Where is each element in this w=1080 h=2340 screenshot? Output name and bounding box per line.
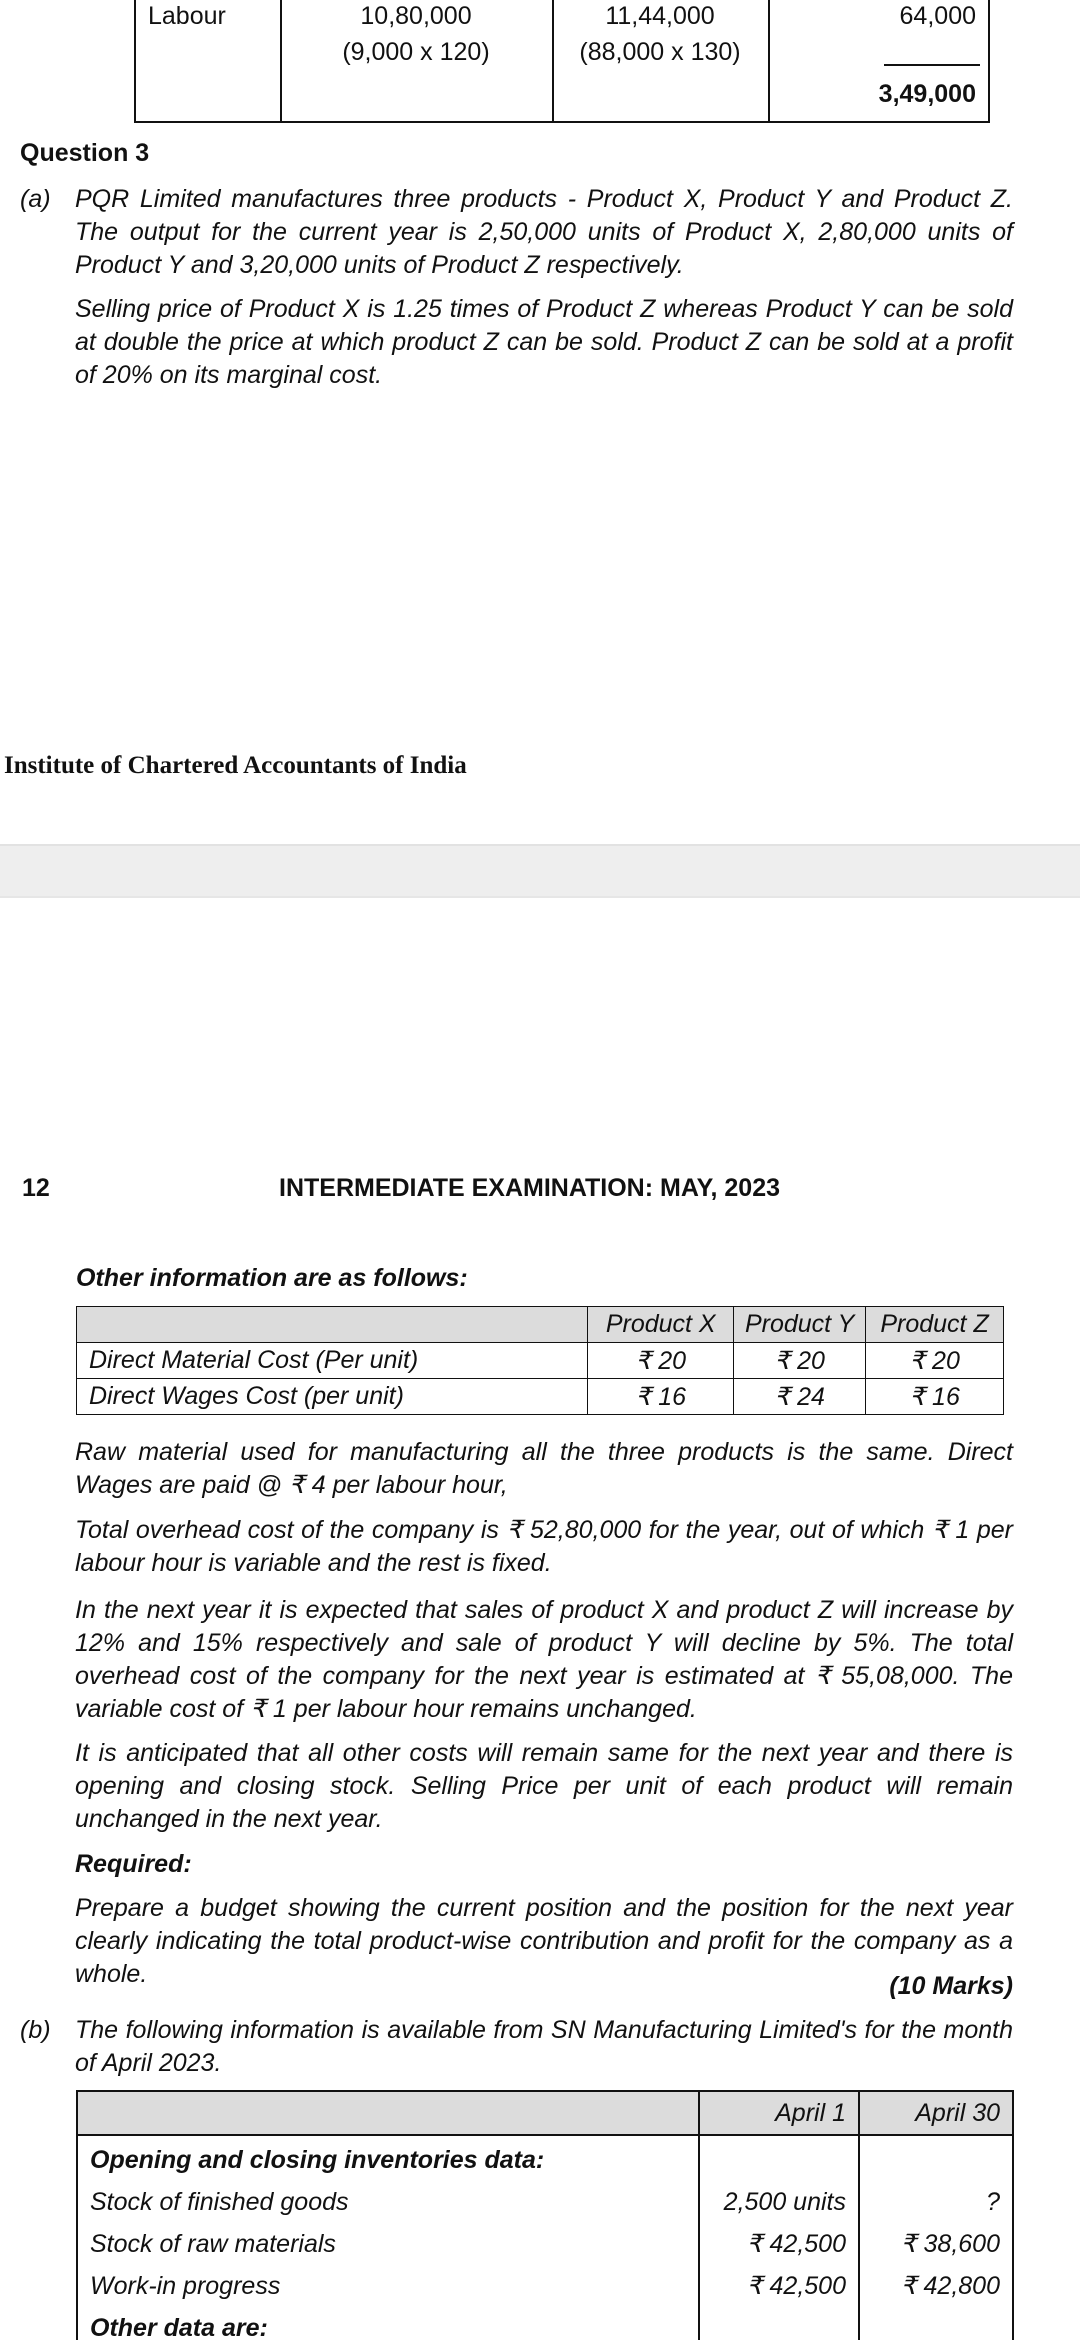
labour-col2-sub: (88,000 x 130): [579, 38, 741, 66]
institute-footer: Institute of Chartered Accountants of India: [4, 752, 467, 779]
page-number: 12: [22, 1174, 50, 1202]
para-sn-manufacturing: The following information is available from SN Manufacturing Limited's for the month of April 2023.: [75, 2016, 1013, 2077]
row-label: Direct Wages Cost (per unit): [77, 1379, 588, 1415]
table-cell: ₹ 24: [734, 1379, 866, 1415]
table-cell: ₹ 42,500: [746, 2272, 846, 2300]
para-other-costs: It is anticipated that all other costs will remain same for the next year and there is opening and closing stock. Selling Price per unit of each product will remain unchanged in the next year.: [75, 1739, 1013, 1833]
para-overhead: Total overhead cost of the company is ₹ 52,80,000 for the year, out of which ₹ 1 per labour hour is variable and the rest is fixed.: [75, 1516, 1013, 1577]
labour-col1: 10,80,000: [360, 2, 472, 30]
header-april-30: April 30: [915, 2099, 1000, 2127]
table-header-row: [77, 1307, 1004, 1343]
header-cell: [77, 1307, 588, 1343]
table-cell: ?: [986, 2188, 1000, 2216]
row-label: Stock of finished goods: [90, 2188, 349, 2216]
para-products-output: PQR Limited manufactures three products - Product X, Product Y and Product Z. The output for the current year is 2,50,000 units of Product X, 2,80,000 units of Product Y and 3,20,000 units of Product Z respectively.: [75, 185, 1013, 279]
header-cell: Product Z: [866, 1307, 1004, 1343]
section-other-data: Other data are:: [90, 2314, 268, 2340]
para-raw-material: Raw material used for manufacturing all the three products is the same. Direct Wages are paid @ ₹ 4 per labour hour,: [75, 1438, 1013, 1499]
page-header: INTERMEDIATE EXAMINATION: MAY, 2023: [279, 1174, 781, 1202]
para-selling-price: Selling price of Product X is 1.25 times of Product Z whereas Product Y can be sold at double the price at which product Z can be sold. Product Z can be sold at a profit of 20% on its marginal cost.: [75, 295, 1013, 389]
table-cell: ₹ 16: [588, 1379, 734, 1415]
table-cell: ₹ 20: [734, 1343, 866, 1379]
table-cell: 2,500 units: [723, 2188, 846, 2216]
total-rule: [884, 64, 980, 66]
total-value: 3,49,000: [878, 80, 976, 108]
question-title: Question 3: [20, 139, 150, 167]
row-label: Work-in progress: [90, 2272, 281, 2300]
table-row: [77, 1343, 1004, 1379]
labour-col1-sub: (9,000 x 120): [342, 38, 490, 66]
para-next-year: In the next year it is expected that sales of product X and product Z will increase by 12% and 15% respectively and sale of product Y will decline by 5%. The total overhead cost of the company for the next year is estimated at ₹ 55,08,000. The variable cost of ₹ 1 per labour hour remains unchanged.: [75, 1596, 1013, 1723]
table-cell: ₹ 20: [588, 1343, 734, 1379]
required-label: Required:: [75, 1850, 192, 1878]
page-break-gap: [0, 844, 1080, 898]
row-label: Stock of raw materials: [90, 2230, 336, 2258]
labour-label: Labour: [148, 2, 226, 30]
part-a-label: (a): [20, 185, 51, 213]
row-label: Direct Material Cost (Per unit): [77, 1343, 588, 1379]
para-prepare-budget: Prepare a budget showing the current position and the position for the next year clearly indicating the total product-wise contribution and profit for the company as a whole.: [75, 1894, 1013, 1988]
product-cost-table: [76, 1306, 1004, 1415]
section-inventories: Opening and closing inventories data:: [90, 2146, 545, 2174]
table-cell: ₹ 42,500: [746, 2230, 846, 2258]
part-b-label: (b): [20, 2016, 51, 2044]
table-cell: ₹ 38,600: [900, 2230, 1000, 2258]
inventory-table: [76, 2090, 1014, 2340]
table-row: [77, 1379, 1004, 1415]
header-cell: Product X: [588, 1307, 734, 1343]
other-info-title: Other information are as follows:: [76, 1264, 468, 1292]
table-cell: ₹ 20: [866, 1343, 1004, 1379]
cost-table-partial: [134, 0, 990, 123]
header-april-1: April 1: [775, 2099, 846, 2127]
labour-col3: 64,000: [899, 2, 976, 30]
marks-label: (10 Marks): [889, 1972, 1013, 2000]
table-cell: ₹ 16: [866, 1379, 1004, 1415]
table-col-divider: [768, 0, 770, 121]
labour-col2: 11,44,000: [605, 2, 715, 30]
table-cell: ₹ 42,800: [900, 2272, 1000, 2300]
header-cell: Product Y: [734, 1307, 866, 1343]
